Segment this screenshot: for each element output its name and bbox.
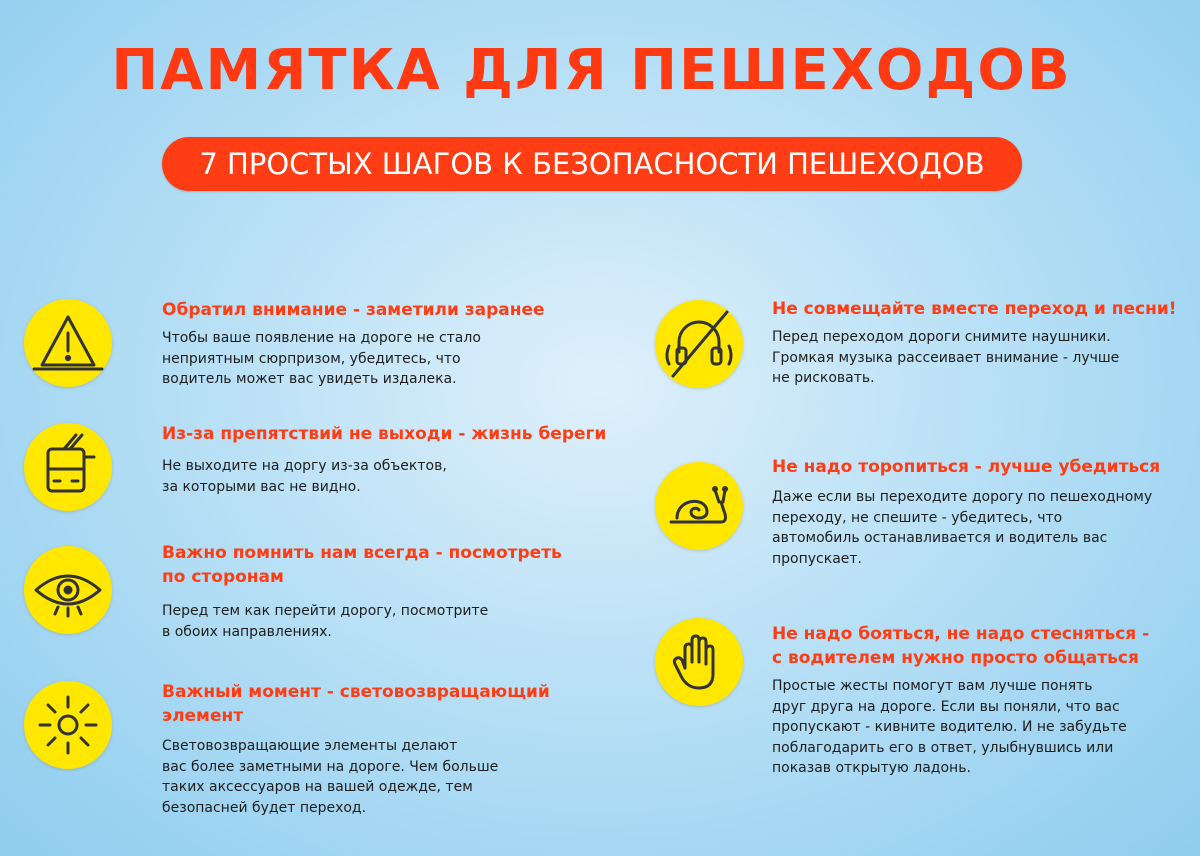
no-headphones-icon	[655, 300, 743, 388]
step-7-text: Простые жесты помогут вам лучше понять друг друга на дороге. Если вы поняли, что вас пропускают - кивните водителю. И не забудьте поблагодарить его в ответ, улыбнувшись или показав открытую ладонь.	[772, 678, 1127, 776]
step-6-heading: Не надо торопиться - лучше убедиться	[772, 457, 1161, 477]
step-7	[772, 622, 1192, 779]
step-1	[162, 298, 632, 390]
step-3	[162, 541, 632, 642]
subtitle-banner: 7 ПРОСТЫХ ШАГОВ К БЕЗОПАСНОСТИ ПЕШЕХОДОВ	[162, 137, 1022, 191]
step-2-heading: Из-за препятствий не выходи - жизнь береги	[162, 424, 607, 444]
step-6	[772, 455, 1192, 569]
step-4-heading: Важный момент - световозвращающий элемент	[162, 682, 550, 726]
reflector-icon	[24, 681, 112, 769]
warning-triangle-icon	[24, 299, 112, 387]
hand-icon	[655, 618, 743, 706]
step-4	[162, 680, 632, 818]
eye-icon	[24, 546, 112, 634]
snail-icon	[655, 462, 743, 550]
step-7-heading: Не надо бояться, не надо стесняться - с водителем нужно просто общаться	[772, 624, 1150, 668]
step-4-text: Световозвращающие элементы делают вас более заметными на дороге. Чем больше таких аксессуаров на вашей одежде, тем безопасней будет переход.	[162, 738, 499, 816]
step-1-text: Чтобы ваше появление на дороге не стало неприятным сюрпризом, убедитесь, что водитель может вас увидеть издалека.	[162, 330, 481, 387]
step-2-text: Не выходите на доргу из-за объектов, за которыми вас не видно.	[162, 458, 447, 495]
step-3-heading: Важно помнить нам всегда - посмотреть по сторонам	[162, 543, 562, 587]
bus-icon	[24, 423, 112, 511]
step-3-text: Перед тем как перейти дорогу, посмотрите в обоих направлениях.	[162, 603, 489, 640]
step-6-text: Даже если вы переходите дорогу по пешеходному переходу, не спешите - убедитесь, что автомобиль останавливается и водитель вас пропускает.	[772, 489, 1153, 567]
step-5-heading: Не совмещайте вместе переход и песни!	[772, 299, 1177, 319]
step-2	[162, 422, 632, 497]
step-5	[772, 297, 1192, 389]
step-1-heading: Обратил внимание - заметили заранее	[162, 300, 545, 320]
step-5-text: Перед переходом дороги снимите наушники. Громкая музыка рассеивает внимание - лучше не рисковать.	[772, 329, 1120, 386]
page-title: ПАМЯТКА ДЛЯ ПЕШЕХОДОВ	[111, 38, 1072, 103]
